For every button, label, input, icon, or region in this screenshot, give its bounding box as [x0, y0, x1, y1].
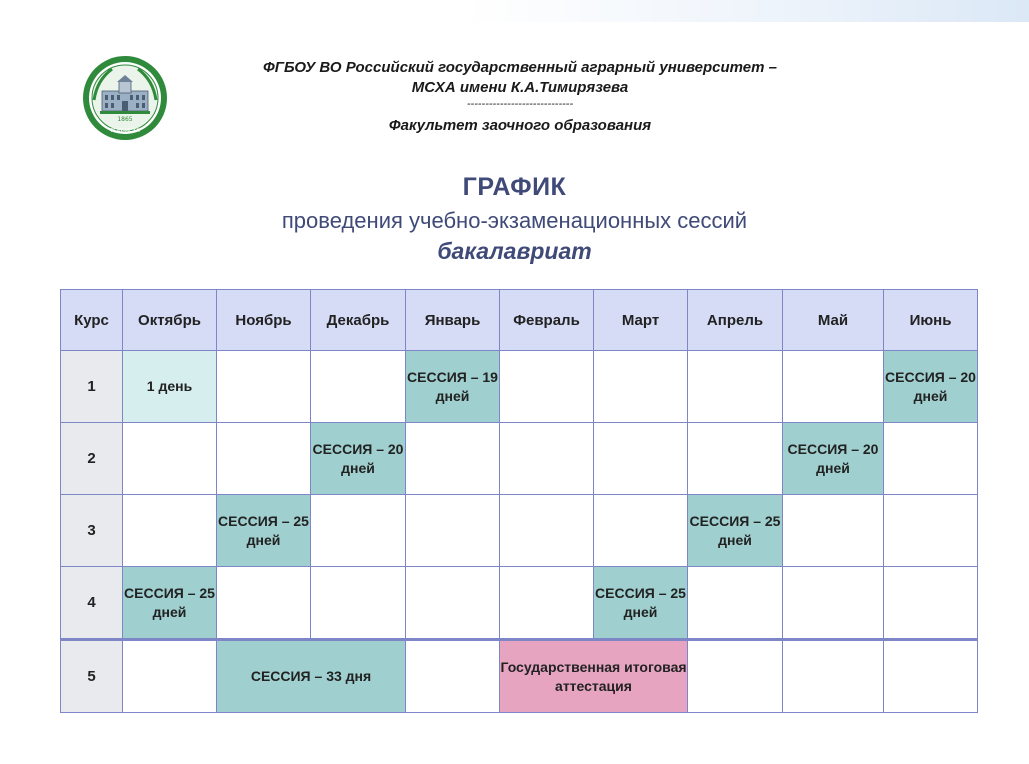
- table-row: [61, 567, 978, 640]
- session-cell: СЕССИЯ – 25 дней: [688, 495, 783, 567]
- empty-cell: [500, 567, 594, 640]
- session-cell: СЕССИЯ – 33 дня: [217, 640, 406, 713]
- empty-cell: [884, 423, 978, 495]
- kurs-cell: 5: [61, 640, 123, 713]
- degree-level: бакалавриат: [437, 238, 592, 264]
- header-row: [61, 290, 978, 351]
- session-cell: СЕССИЯ – 25 дней: [217, 495, 311, 567]
- empty-cell: [783, 640, 884, 713]
- empty-cell: [688, 567, 783, 640]
- table-row: [61, 351, 978, 423]
- session-cell: СЕССИЯ – 19 дней: [406, 351, 500, 423]
- empty-cell: [406, 567, 500, 640]
- table-row: [61, 640, 978, 713]
- empty-cell: [884, 495, 978, 567]
- kurs-cell: 4: [61, 567, 123, 640]
- empty-cell: [783, 351, 884, 423]
- col-header-june: Июнь: [884, 290, 978, 351]
- kurs-cell: 3: [61, 495, 123, 567]
- schedule-table: [60, 289, 978, 713]
- col-header-november: Ноябрь: [217, 290, 311, 351]
- kurs-cell: 2: [61, 423, 123, 495]
- page-title: ГРАФИК: [462, 173, 567, 201]
- empty-cell: [217, 567, 311, 640]
- page-subtitle: проведения учебно-экзаменационных сессий: [281, 208, 748, 233]
- empty-cell: [688, 351, 783, 423]
- col-header-march: Март: [594, 290, 688, 351]
- table-row: [61, 423, 978, 495]
- organization-header: [200, 58, 840, 136]
- org-line-1: ФГБОУ ВО Российский государственный аграрный университет –: [263, 59, 777, 76]
- empty-cell: [688, 640, 783, 713]
- empty-cell: [311, 495, 406, 567]
- session-cell: 1 день: [123, 351, 217, 423]
- session-cell: СЕССИЯ – 20 дней: [783, 423, 884, 495]
- empty-cell: [406, 495, 500, 567]
- attestation-cell: Государственная итоговая аттестация: [500, 640, 688, 713]
- empty-cell: [406, 640, 500, 713]
- empty-cell: [311, 351, 406, 423]
- empty-cell: [783, 495, 884, 567]
- col-header-february: Февраль: [500, 290, 594, 351]
- session-cell: СЕССИЯ – 20 дней: [311, 423, 406, 495]
- col-header-april: Апрель: [688, 290, 783, 351]
- faculty-name: Факультет заочного образования: [388, 117, 652, 134]
- session-cell: СЕССИЯ – 25 дней: [123, 567, 217, 640]
- col-header-january: Январь: [406, 290, 500, 351]
- empty-cell: [123, 423, 217, 495]
- top-decor-band: [0, 0, 1029, 22]
- col-header-kurs: Курс: [61, 290, 123, 351]
- empty-cell: [123, 640, 217, 713]
- session-cell: СЕССИЯ – 25 дней: [594, 567, 688, 640]
- org-line-2: МСХА имени К.А.Тимирязева: [411, 79, 629, 96]
- empty-cell: [594, 495, 688, 567]
- empty-cell: [500, 495, 594, 567]
- empty-cell: [311, 567, 406, 640]
- empty-cell: [500, 351, 594, 423]
- session-cell: СЕССИЯ – 20 дней: [884, 351, 978, 423]
- separator: -----------------------------: [466, 98, 574, 110]
- empty-cell: [123, 495, 217, 567]
- svg-text:1865: 1865: [117, 116, 133, 123]
- kurs-cell: 1: [61, 351, 123, 423]
- empty-cell: [884, 640, 978, 713]
- col-header-may: Май: [783, 290, 884, 351]
- university-logo: [82, 55, 168, 141]
- svg-text:РГАУ-МСХА: РГАУ-МСХА: [110, 128, 140, 134]
- empty-cell: [884, 567, 978, 640]
- empty-cell: [594, 423, 688, 495]
- empty-cell: [688, 423, 783, 495]
- table-row: [61, 495, 978, 567]
- empty-cell: [594, 351, 688, 423]
- col-header-october: Октябрь: [123, 290, 217, 351]
- empty-cell: [217, 423, 311, 495]
- empty-cell: [783, 567, 884, 640]
- empty-cell: [217, 351, 311, 423]
- empty-cell: [406, 423, 500, 495]
- empty-cell: [500, 423, 594, 495]
- col-header-december: Декабрь: [311, 290, 406, 351]
